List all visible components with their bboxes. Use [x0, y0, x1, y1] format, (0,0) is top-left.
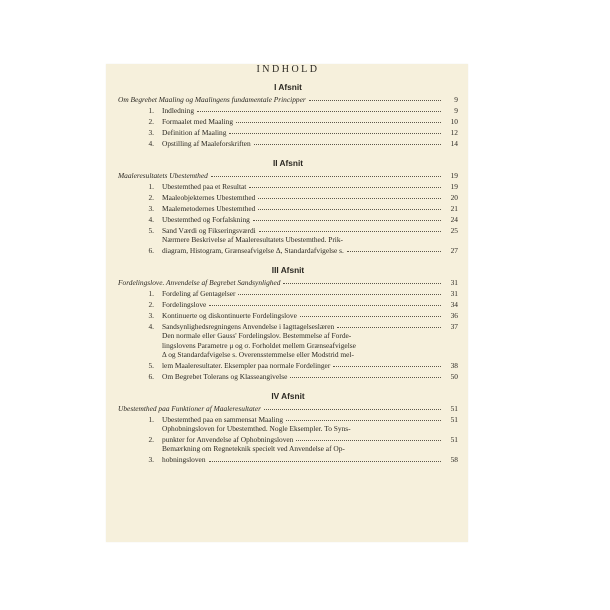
entry-last-line — [162, 454, 444, 465]
entry-label: hobningsloven — [162, 455, 206, 465]
toc-entry — [118, 235, 458, 255]
entry-label: Maaleresultatets Ubestemthed — [118, 170, 208, 180]
page-number: 9 — [454, 94, 458, 104]
page-number: 14 — [450, 138, 458, 148]
leader-dots — [264, 400, 441, 410]
entry-number: 5. — [148, 360, 154, 370]
entry-label: punkter for Anvendelse af Ophobningsloven — [162, 435, 294, 445]
leader-dots — [209, 452, 441, 462]
page-number: 37 — [450, 322, 458, 331]
entry-label: Ubestemthed paa et Resultat — [162, 181, 247, 191]
table-of-contents — [118, 64, 458, 465]
entry-text — [162, 413, 444, 424]
page-number: 21 — [450, 203, 458, 213]
entry-text — [162, 424, 444, 444]
entry-number: 4. — [148, 214, 154, 224]
entry-number: 5. — [148, 225, 154, 235]
leader-dots — [258, 189, 441, 199]
entry-label: Ubestemthed og Forfalskning — [162, 214, 250, 224]
entry-last-line — [162, 244, 444, 255]
page-number: 24 — [450, 214, 458, 224]
leader-dots — [296, 431, 441, 441]
toc-entry — [118, 424, 458, 444]
leader-dots — [229, 124, 441, 134]
page-number: 19 — [450, 170, 458, 180]
entry-number: 3. — [148, 311, 154, 320]
book-page — [106, 64, 468, 542]
entry-label: diagram, Histogram, Grænseafvigelse Δ, Standardafvigelse s. — [162, 246, 344, 255]
entry-label: Ubestemthed paa en sammensat Maaling — [162, 414, 284, 424]
page-number: 51 — [450, 403, 458, 413]
entry-label: Opstilling af Maaleforskriften — [162, 138, 251, 148]
entry-label: lem Maaleresultater. Eksempler paa normale Fordelinger — [162, 360, 331, 370]
leader-dots — [286, 411, 441, 421]
toc-entry — [118, 413, 458, 424]
leader-dots — [347, 242, 441, 252]
page-number: 25 — [450, 225, 458, 235]
entry-label: Ubestemthed paa Funktioner af Maaleresultater — [118, 403, 261, 413]
entry-line: Δ og Standardafvigelse s. Overensstemmelse eller Modstrid mel- — [162, 349, 354, 359]
entry-text — [162, 370, 444, 381]
entry-label: Indledning — [162, 105, 195, 115]
toc-entry — [118, 444, 458, 464]
entry-label: Formaalet med Maaling — [162, 116, 234, 126]
entry-label: Kontinuerte og diskontinuerte Fordelingslove — [162, 311, 297, 320]
entry-number: 1. — [148, 289, 154, 298]
leader-dots — [283, 274, 441, 284]
entry-number: 3. — [148, 203, 154, 213]
page-number: 34 — [450, 300, 458, 309]
entry-line: Nærmere Beskrivelse af Maaleresultatets Ubestemthed. Prik- — [162, 235, 344, 244]
toc-entry — [118, 331, 458, 370]
entry-text — [162, 137, 444, 148]
page-number: 38 — [450, 360, 458, 370]
leader-dots — [253, 211, 441, 221]
entry-label: Fordeling af Gentagelser — [162, 289, 236, 298]
entry-text — [162, 224, 444, 235]
page-number: 51 — [450, 435, 458, 445]
entry-line: Bemærkning om Regneteknik specielt ved Anvendelse af Op- — [162, 444, 345, 454]
entry-line: Den normale eller Gauss' Fordelingslov. Bestemmelse af Forde- — [162, 331, 352, 341]
section-heading: I Afsnit — [274, 82, 302, 92]
entry-label: Om Begrebet Maaling og Maalingens fundamentale Principper — [118, 94, 306, 104]
page-title: INDHOLD — [256, 64, 320, 75]
entry-label: Sand Værdi og Fikseringsværdi — [162, 225, 256, 235]
entry-number: 1. — [148, 105, 154, 115]
toc-entry — [118, 224, 458, 235]
toc-entry — [118, 137, 458, 148]
entry-text — [162, 331, 444, 370]
entry-label: Maaleobjekternes Ubestemthed — [162, 192, 256, 202]
entry-number: 6. — [148, 246, 154, 255]
toc-entry — [118, 370, 458, 381]
leader-dots — [211, 167, 441, 177]
page-number: 58 — [450, 455, 458, 465]
page-number: 20 — [450, 192, 458, 202]
leader-dots — [259, 222, 441, 232]
page-number: 10 — [450, 116, 458, 126]
entry-number: 2. — [148, 300, 154, 309]
page-number: 50 — [450, 371, 458, 381]
entry-number: 4. — [148, 322, 154, 331]
entry-label: Fordelingslove — [162, 300, 207, 309]
entry-label: Fordelingslove. Anvendelse af Begrebet Sandsynlighed — [118, 278, 281, 287]
leader-dots — [337, 318, 441, 328]
leader-dots — [197, 102, 441, 112]
entry-text — [162, 320, 444, 331]
entry-number: 2. — [148, 116, 154, 126]
page-number: 36 — [450, 311, 458, 320]
leader-dots — [249, 178, 441, 188]
leader-dots — [309, 91, 441, 101]
page-number: 12 — [450, 127, 458, 137]
leader-dots — [258, 200, 441, 210]
entry-last-line — [162, 433, 444, 444]
entry-text — [162, 444, 444, 464]
section-heading: III Afsnit — [271, 265, 305, 276]
entry-number: 3. — [148, 455, 154, 465]
page-number: 31 — [450, 278, 458, 287]
leader-dots — [236, 113, 441, 123]
page-number: 51 — [450, 414, 458, 424]
entry-label: Om Begrebet Tolerans og Klasseangivelse — [162, 371, 288, 381]
entry-number: 6. — [148, 371, 154, 381]
toc-entry — [118, 320, 458, 331]
entry-label: Sandsynlighedsregningens Anvendelse i Iagttagelseslæren — [162, 322, 335, 331]
section-heading: II Afsnit — [272, 158, 304, 168]
leader-dots — [238, 285, 441, 295]
entry-label: Definition af Maaling — [162, 127, 227, 137]
entry-label: Maalemetodernes Ubestemthed — [162, 203, 256, 213]
page-number: 19 — [450, 181, 458, 191]
entry-line: lingslovens Parametre μ og σ. Forholdet mellem Grænseafvigelse — [162, 340, 356, 350]
entry-number: 2. — [148, 435, 154, 445]
entry-number: 1. — [148, 414, 154, 424]
leader-dots — [209, 296, 441, 306]
page-number: 31 — [450, 289, 458, 298]
entry-number: 2. — [148, 192, 154, 202]
leader-dots — [333, 357, 441, 367]
entry-text — [162, 235, 444, 255]
entry-number: 1. — [148, 181, 154, 191]
leader-dots — [254, 135, 441, 145]
leader-dots — [290, 368, 441, 378]
entry-number: 4. — [148, 138, 154, 148]
page-number: 27 — [450, 246, 458, 255]
leader-dots — [300, 307, 441, 317]
page-number: 9 — [454, 105, 458, 115]
entry-number: 3. — [148, 127, 154, 137]
section-heading: IV Afsnit — [271, 391, 305, 402]
entry-line: Ophobningsloven for Ubestemthed. Nogle Eksempler. To Syns- — [162, 424, 351, 434]
